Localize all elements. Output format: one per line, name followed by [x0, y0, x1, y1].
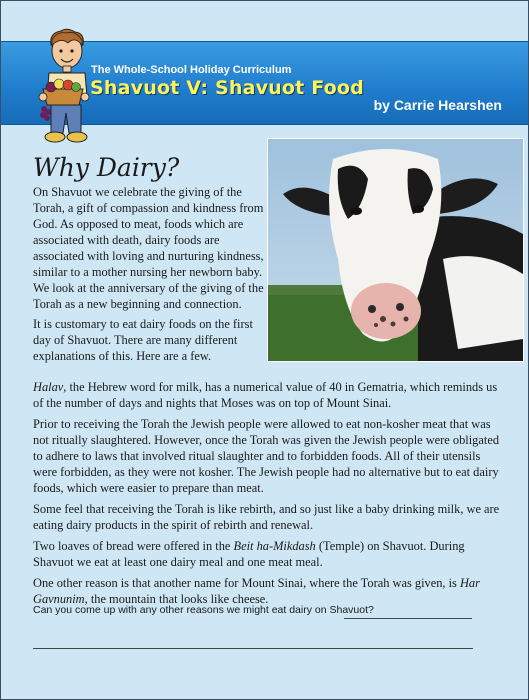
halav-paragraph	[33, 379, 503, 411]
loaves-paragraph	[33, 538, 503, 570]
loaves-text-before: Two loaves of bread were offered in the	[33, 539, 234, 553]
customs-paragraph: It is customary to eat dairy foods on the first day of Shavuot. There are many different explanations of this. Here are a few.	[33, 317, 253, 363]
har-gavnunim-term: Har Gavnunim	[33, 576, 480, 606]
cow-photo	[267, 138, 524, 362]
intro-paragraph: On Shavuot we celebrate the giving of the Torah, a gift of compassion and kindness from God. As opposed to meat, foods which are associated with death, dairy foods are associated with loving and nurturing kindness, similar to a mother nursing her newborn baby. We look at the anniversary of the giving of the Torah as a new beginning and connection.	[33, 185, 264, 311]
intro-column	[33, 184, 265, 368]
rebirth-paragraph: Some feel that receiving the Torah is like rebirth, and so just like a baby drinking milk, we are eating dairy products in the spirit of rebirth and renewal.	[33, 502, 500, 532]
beit-hamikdash-term: Beit ha-Mikdash	[233, 539, 316, 553]
author-byline: by Carrie Hearshen	[373, 97, 502, 113]
answer-line[interactable]	[344, 618, 472, 619]
halav-term: Halav	[33, 380, 64, 394]
kosher-paragraph: Prior to receiving the Torah the Jewish people were allowed to eat non-kosher meat that was not ritually slaughtered. However, once the Torah was given the Jewish people were obligated to adhere to laws that involved ritual slaughter and to forbidden foods. All of their utensils were forbidden, as they were not kosher. The Jewish people had no alternative but to eat dairy foods, which were easier to prepare than meat.	[33, 417, 500, 495]
reasons-section	[33, 379, 503, 612]
halav-text: , the Hebrew word for milk, has a numerical value of 40 in Gematria, which reminds us of the number of days and nights that Moses was on top of Mount Sinai.	[33, 380, 498, 410]
page-title: Shavuot V: Shavuot Food	[90, 77, 364, 99]
mountain-text-after: , the mountain that looks like cheese.	[84, 592, 269, 606]
section-heading: Why Dairy?	[33, 153, 180, 182]
mountain-text-before: One other reason is that another name for Mount Sinai, where the Torah was given, is	[33, 576, 460, 590]
mountain-paragraph	[33, 575, 503, 607]
curriculum-series-title: The Whole-School Holiday Curriculum	[91, 64, 292, 76]
discussion-question: Can you come up with any other reasons we might eat dairy on Shavuot?	[33, 604, 374, 616]
loaves-text-after: (Temple) on Shavuot. During Shavuot we eat at least one dairy meal and one meat meal.	[33, 539, 465, 569]
answer-line[interactable]	[33, 648, 473, 649]
